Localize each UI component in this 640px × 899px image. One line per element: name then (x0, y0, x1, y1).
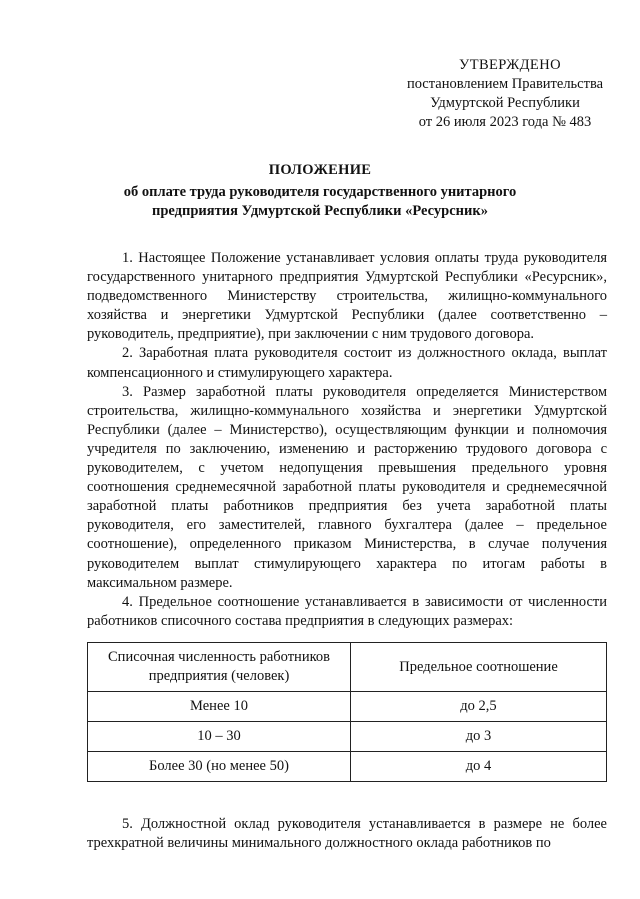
table-cell-ratio: до 4 (351, 752, 607, 782)
document-subtitle-line2: предприятия Удмуртской Республики «Ресурсник» (152, 203, 488, 219)
table-header-ratio: Предельное соотношение (351, 643, 607, 692)
table-header-employee-count: Списочная численность работников предприятия (человек) (88, 643, 351, 692)
table-cell-count: Менее 10 (88, 692, 351, 722)
paragraph-3: 3. Размер заработной платы руководителя определяется Министерством строительства, жилищно-коммунального хозяйства и энергетики Удмуртской Республики (далее – Министерство), осуществляющим функции и полномочия учредителя по заключению, изменению и расторжению трудового договора с руководителем, с учетом недопущения превышения предельного уровня соотношения среднемесячной заработной платы руководителя и среднемесячной заработной платы работников предприятия без учета заработной платы руководителя, его заместителей, главного бухгалтера (далее – предельное соотношение), определенного приказом Министерства, в случае получения руководителем выплат стимулирующего характера по итогам работы в максимальном размере. (87, 383, 607, 591)
document-title: ПОЛОЖЕНИЕ (268, 162, 372, 178)
document-title-block (60, 161, 580, 221)
approval-line-republic: Удмуртской Республики (430, 95, 580, 111)
paragraph-1: 1. Настоящее Положение устанавливает условия оплаты труда руководителя государственного унитарного предприятия Удмуртской Республики «Ресурсник», подведомственного Министерству строительства, жилищно-коммунального хозяйства и энергетики Удмуртской Республики (далее соответственно – руководитель, предприятие), при заключении с ним трудового договора. (87, 250, 607, 343)
table-cell-ratio: до 2,5 (351, 692, 607, 722)
table-row (88, 692, 607, 722)
table-header-row (88, 643, 607, 692)
approval-line-resolution: постановлением Правительства (406, 76, 604, 92)
document-body-continued (87, 815, 607, 853)
ratio-table (87, 642, 607, 782)
approval-line-date: от 26 июля 2023 года № 483 (418, 114, 592, 130)
table-row (88, 752, 607, 782)
table-row (88, 722, 607, 752)
document-subtitle-line1: об оплате труда руководителя государственного унитарного (123, 184, 517, 200)
document-body (87, 249, 607, 631)
table-cell-count: 10 – 30 (88, 722, 351, 752)
paragraph-5: 5. Должностной оклад руководителя устанавливается в размере не более трехкратной величины минимального должностного оклада работников по (87, 816, 607, 852)
approval-block (395, 56, 615, 132)
approval-stamp: УТВЕРЖДЕНО (459, 57, 561, 73)
table-cell-count: Более 30 (но менее 50) (88, 752, 351, 782)
table-cell-ratio: до 3 (351, 722, 607, 752)
paragraph-4: 4. Предельное соотношение устанавливается в зависимости от численности работников списочного состава предприятия в следующих размерах: (87, 593, 607, 629)
paragraph-2: 2. Заработная плата руководителя состоит из должностного оклада, выплат компенсационного и стимулирующего характера. (87, 345, 607, 381)
